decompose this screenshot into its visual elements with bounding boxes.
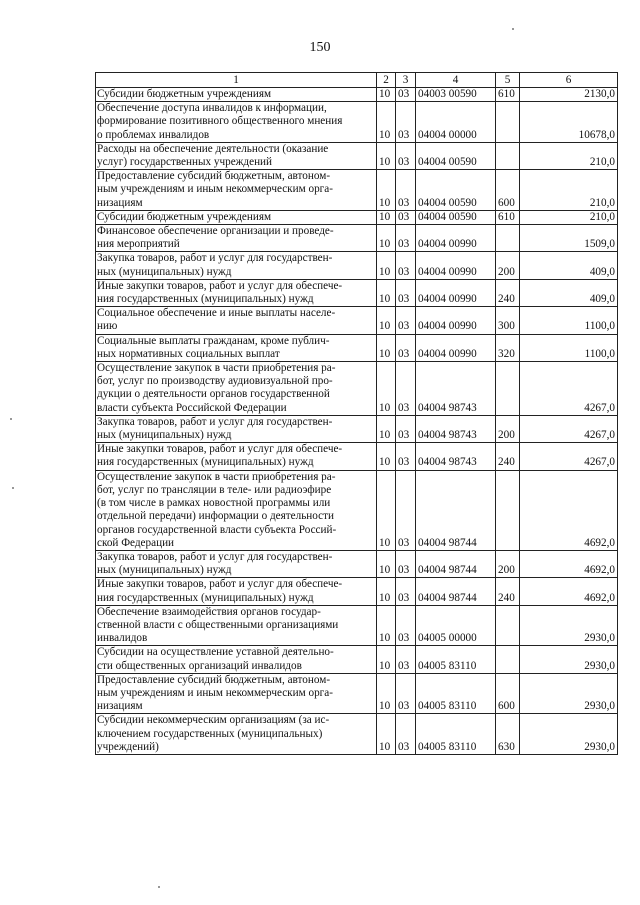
table-row bbox=[96, 334, 618, 361]
scan-speck bbox=[512, 28, 514, 30]
table-row bbox=[96, 225, 618, 252]
row-amount: 2930,0 bbox=[520, 673, 618, 714]
row-target-code: 04005 83110 bbox=[416, 673, 496, 714]
row-subsection: 03 bbox=[396, 362, 416, 416]
row-expense-type bbox=[496, 225, 520, 252]
row-expense-type bbox=[496, 102, 520, 143]
row-section: 10 bbox=[377, 646, 396, 673]
row-target-code: 04004 00990 bbox=[416, 334, 496, 361]
row-subsection: 03 bbox=[396, 550, 416, 577]
row-name: Предоставление субсидий бюджетным, автоном- ным учреждениям и иным некоммерческим орга- низациям bbox=[96, 673, 377, 714]
row-name: Социальное обеспечение и иные выплаты населе- нию bbox=[96, 307, 377, 334]
table-row bbox=[96, 279, 618, 306]
row-expense-type: 600 bbox=[496, 170, 520, 211]
row-expense-type: 200 bbox=[496, 252, 520, 279]
column-header: 5 bbox=[496, 73, 520, 88]
row-subsection: 03 bbox=[396, 334, 416, 361]
row-name: Обеспечение доступа инвалидов к информации, формирование позитивного общественного мнения о проблемах инвалидов bbox=[96, 102, 377, 143]
row-section: 10 bbox=[377, 252, 396, 279]
table-row bbox=[96, 362, 618, 416]
row-amount: 2930,0 bbox=[520, 605, 618, 646]
row-subsection: 03 bbox=[396, 252, 416, 279]
row-subsection: 03 bbox=[396, 142, 416, 169]
row-amount: 210,0 bbox=[520, 142, 618, 169]
row-section: 10 bbox=[377, 605, 396, 646]
row-target-code: 04004 98743 bbox=[416, 443, 496, 470]
table-row bbox=[96, 142, 618, 169]
row-expense-type bbox=[496, 646, 520, 673]
row-expense-type: 200 bbox=[496, 415, 520, 442]
row-expense-type: 610 bbox=[496, 88, 520, 102]
row-amount: 4267,0 bbox=[520, 443, 618, 470]
row-name: Закупка товаров, работ и услуг для государствен- ных (муниципальных) нужд bbox=[96, 415, 377, 442]
column-header: 2 bbox=[377, 73, 396, 88]
row-section: 10 bbox=[377, 415, 396, 442]
row-name: Субсидии бюджетным учреждениям bbox=[96, 88, 377, 102]
row-section: 10 bbox=[377, 334, 396, 361]
row-target-code: 04004 00990 bbox=[416, 225, 496, 252]
row-section: 10 bbox=[377, 443, 396, 470]
row-amount: 4692,0 bbox=[520, 578, 618, 605]
row-subsection: 03 bbox=[396, 673, 416, 714]
row-section: 10 bbox=[377, 470, 396, 550]
table-row bbox=[96, 252, 618, 279]
scan-speck bbox=[12, 487, 14, 489]
row-amount: 409,0 bbox=[520, 279, 618, 306]
row-section: 10 bbox=[377, 279, 396, 306]
row-amount: 1509,0 bbox=[520, 225, 618, 252]
row-section: 10 bbox=[377, 578, 396, 605]
row-name: Иные закупки товаров, работ и услуг для обеспече- ния государственных (муниципальных) нужд bbox=[96, 578, 377, 605]
table-row bbox=[96, 415, 618, 442]
table-row bbox=[96, 210, 618, 224]
row-expense-type: 600 bbox=[496, 673, 520, 714]
column-header: 3 bbox=[396, 73, 416, 88]
row-amount: 2930,0 bbox=[520, 646, 618, 673]
row-subsection: 03 bbox=[396, 210, 416, 224]
row-subsection: 03 bbox=[396, 605, 416, 646]
row-amount: 4692,0 bbox=[520, 470, 618, 550]
row-amount: 210,0 bbox=[520, 210, 618, 224]
row-amount: 1100,0 bbox=[520, 334, 618, 361]
page-number: 150 bbox=[309, 40, 331, 55]
row-amount: 4692,0 bbox=[520, 550, 618, 577]
table-row bbox=[96, 170, 618, 211]
row-name: Осуществление закупок в части приобретения ра- бот, услуг по трансляции в теле- или радиоэфире (в том числе в рамках новостной программы или отдельной передачи) информации о деятельности органов государственной власти субъекта Россий- ской Федерации bbox=[96, 470, 377, 550]
row-subsection: 03 bbox=[396, 170, 416, 211]
row-amount: 4267,0 bbox=[520, 362, 618, 416]
row-amount: 10678,0 bbox=[520, 102, 618, 143]
scan-speck bbox=[10, 418, 12, 420]
row-target-code: 04004 00990 bbox=[416, 307, 496, 334]
row-subsection: 03 bbox=[396, 578, 416, 605]
row-subsection: 03 bbox=[396, 443, 416, 470]
row-target-code: 04004 00590 bbox=[416, 142, 496, 169]
row-section: 10 bbox=[377, 673, 396, 714]
row-section: 10 bbox=[377, 170, 396, 211]
row-target-code: 04004 98744 bbox=[416, 578, 496, 605]
row-name: Финансовое обеспечение организации и проведе- ния мероприятий bbox=[96, 225, 377, 252]
row-expense-type bbox=[496, 362, 520, 416]
table-row bbox=[96, 578, 618, 605]
row-target-code: 04004 98744 bbox=[416, 550, 496, 577]
row-amount: 2930,0 bbox=[520, 714, 618, 755]
column-header: 1 bbox=[96, 73, 377, 88]
row-amount: 409,0 bbox=[520, 252, 618, 279]
table-row bbox=[96, 88, 618, 102]
row-amount: 4267,0 bbox=[520, 415, 618, 442]
row-expense-type bbox=[496, 142, 520, 169]
row-name: Субсидии бюджетным учреждениям bbox=[96, 210, 377, 224]
row-name: Иные закупки товаров, работ и услуг для обеспече- ния государственных (муниципальных) нужд bbox=[96, 443, 377, 470]
row-name: Субсидии на осуществление уставной деятельно- сти общественных организаций инвалидов bbox=[96, 646, 377, 673]
table-row bbox=[96, 550, 618, 577]
row-target-code: 04004 98744 bbox=[416, 470, 496, 550]
row-target-code: 04003 00590 bbox=[416, 88, 496, 102]
row-expense-type bbox=[496, 605, 520, 646]
row-name: Расходы на обеспечение деятельности (оказание услуг) государственных учреждений bbox=[96, 142, 377, 169]
row-name: Субсидии некоммерческим организациям (за ис- ключением государственных (муниципальных) учреждений) bbox=[96, 714, 377, 755]
row-expense-type: 630 bbox=[496, 714, 520, 755]
budget-table bbox=[95, 72, 618, 755]
header-row bbox=[96, 73, 618, 88]
row-subsection: 03 bbox=[396, 415, 416, 442]
table-body bbox=[96, 73, 618, 755]
row-target-code: 04004 98743 bbox=[416, 415, 496, 442]
table-row bbox=[96, 470, 618, 550]
row-subsection: 03 bbox=[396, 646, 416, 673]
row-expense-type: 240 bbox=[496, 443, 520, 470]
table-row bbox=[96, 307, 618, 334]
table-row bbox=[96, 646, 618, 673]
row-name: Закупка товаров, работ и услуг для государствен- ных (муниципальных) нужд bbox=[96, 550, 377, 577]
row-target-code: 04004 00590 bbox=[416, 170, 496, 211]
column-header: 4 bbox=[416, 73, 496, 88]
row-name: Закупка товаров, работ и услуг для государствен- ных (муниципальных) нужд bbox=[96, 252, 377, 279]
row-target-code: 04005 83110 bbox=[416, 646, 496, 673]
row-name: Иные закупки товаров, работ и услуг для обеспече- ния государственных (муниципальных) нужд bbox=[96, 279, 377, 306]
table-row bbox=[96, 673, 618, 714]
row-expense-type: 200 bbox=[496, 550, 520, 577]
table-row bbox=[96, 714, 618, 755]
row-section: 10 bbox=[377, 550, 396, 577]
row-name: Обеспечение взаимодействия органов государ- ственной власти с общественными организациями инвалидов bbox=[96, 605, 377, 646]
row-subsection: 03 bbox=[396, 102, 416, 143]
column-header: 6 bbox=[520, 73, 618, 88]
row-expense-type: 240 bbox=[496, 279, 520, 306]
table-row bbox=[96, 605, 618, 646]
row-name: Осуществление закупок в части приобретения ра- бот, услуг по производству аудиовизуальной про- дукции о деятельности органов государственной власти субъекта Российской Федерации bbox=[96, 362, 377, 416]
row-subsection: 03 bbox=[396, 714, 416, 755]
row-subsection: 03 bbox=[396, 307, 416, 334]
row-target-code: 04004 98743 bbox=[416, 362, 496, 416]
row-subsection: 03 bbox=[396, 470, 416, 550]
row-section: 10 bbox=[377, 102, 396, 143]
row-target-code: 04004 00990 bbox=[416, 252, 496, 279]
row-section: 10 bbox=[377, 142, 396, 169]
row-target-code: 04005 00000 bbox=[416, 605, 496, 646]
row-section: 10 bbox=[377, 210, 396, 224]
row-expense-type: 320 bbox=[496, 334, 520, 361]
row-section: 10 bbox=[377, 714, 396, 755]
row-section: 10 bbox=[377, 362, 396, 416]
row-expense-type bbox=[496, 470, 520, 550]
row-amount: 1100,0 bbox=[520, 307, 618, 334]
row-section: 10 bbox=[377, 225, 396, 252]
row-amount: 2130,0 bbox=[520, 88, 618, 102]
row-subsection: 03 bbox=[396, 225, 416, 252]
row-target-code: 04004 00990 bbox=[416, 279, 496, 306]
scan-speck bbox=[158, 886, 160, 888]
row-section: 10 bbox=[377, 88, 396, 102]
row-name: Социальные выплаты гражданам, кроме публич- ных нормативных социальных выплат bbox=[96, 334, 377, 361]
table-row bbox=[96, 102, 618, 143]
row-target-code: 04004 00590 bbox=[416, 210, 496, 224]
row-amount: 210,0 bbox=[520, 170, 618, 211]
row-name: Предоставление субсидий бюджетным, автоном- ным учреждениям и иным некоммерческим орга- низациям bbox=[96, 170, 377, 211]
row-target-code: 04005 83110 bbox=[416, 714, 496, 755]
row-target-code: 04004 00000 bbox=[416, 102, 496, 143]
row-subsection: 03 bbox=[396, 88, 416, 102]
row-section: 10 bbox=[377, 307, 396, 334]
row-expense-type: 240 bbox=[496, 578, 520, 605]
row-expense-type: 610 bbox=[496, 210, 520, 224]
row-expense-type: 300 bbox=[496, 307, 520, 334]
row-subsection: 03 bbox=[396, 279, 416, 306]
table-row bbox=[96, 443, 618, 470]
